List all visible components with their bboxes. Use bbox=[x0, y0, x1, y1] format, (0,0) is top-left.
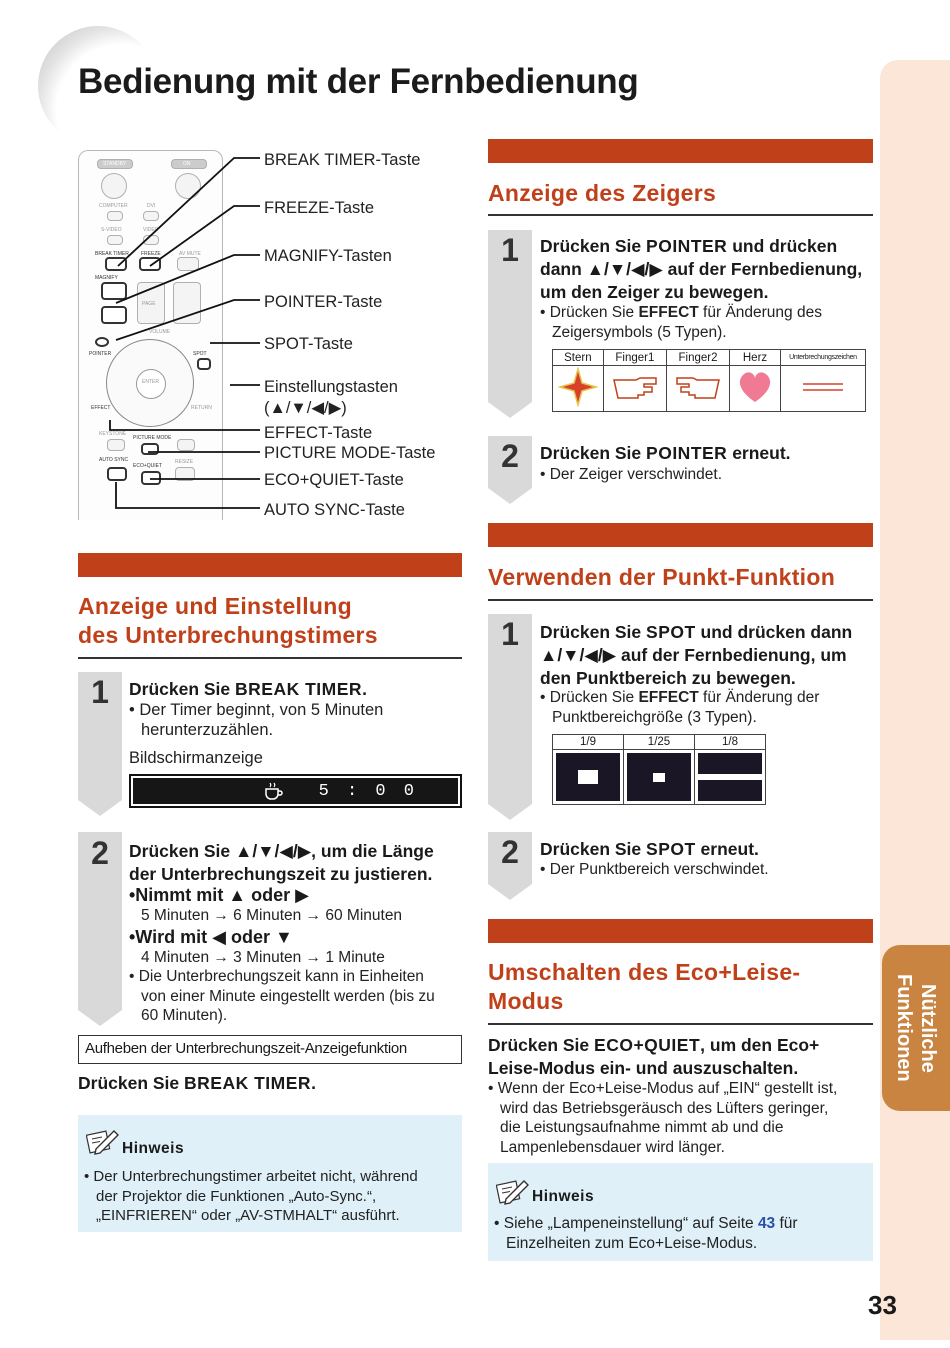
pointer-section-bar bbox=[488, 139, 873, 163]
pointer-types-table bbox=[552, 349, 866, 412]
break-timer-heading-line2: des Unterbrechungstimers bbox=[78, 622, 378, 648]
callout-picture-mode: PICTURE MODE-Taste bbox=[264, 444, 436, 462]
spot-heading-rule bbox=[488, 599, 873, 601]
callout-break-timer: BREAK TIMER-Taste bbox=[264, 151, 421, 169]
spot-1-25-preview bbox=[627, 753, 691, 801]
step-2-option-decrease-desc: 4 Minuten → 3 Minuten → 1 Minute bbox=[141, 949, 385, 966]
step-2-option-decrease: •Wird mit ◀ oder ▼ bbox=[129, 927, 293, 947]
timer-display-screen bbox=[133, 778, 458, 804]
pointer-step-2-arrow bbox=[488, 488, 532, 504]
pointer-type-break-cell bbox=[780, 366, 865, 412]
timer-display-value: 5 : 0 0 bbox=[318, 781, 418, 801]
spot-step-1-bullet: • Drücken Sie EFFECT für Änderung der Punktbereichgröße (3 Typen). bbox=[540, 689, 820, 726]
pointer-type-finger1-header: Finger1 bbox=[603, 350, 666, 366]
cancel-function-box: Aufheben der Unterbrechungszeit-Anzeigefunktion bbox=[78, 1035, 462, 1064]
remote-return-label: RETURN bbox=[191, 405, 212, 411]
eco-instruction: Drücken Sie ECO+QUIET, um den Eco+ Leise-Modus ein- und auszuschalten. bbox=[488, 1035, 820, 1078]
spot-step-1-number: 1 bbox=[501, 616, 519, 652]
pointer-step-1-arrow bbox=[488, 402, 532, 418]
spot-size-1-8-header: 1/8 bbox=[695, 735, 766, 750]
break-timer-heading-line1: Anzeige und Einstellung bbox=[78, 593, 352, 619]
remote-standby-label: STANDBY bbox=[103, 161, 127, 167]
remote-magnify-label: MAGNIFY bbox=[95, 275, 118, 281]
spot-step-1-arrow bbox=[488, 804, 532, 820]
pointer-step-1-number: 1 bbox=[501, 232, 519, 268]
remote-enter-label: ENTER bbox=[142, 379, 159, 385]
callout-magnify: MAGNIFY-Tasten bbox=[264, 247, 392, 265]
spot-step-2-bullet: • Der Punktbereich verschwindet. bbox=[540, 861, 769, 878]
remote-freeze-label: FREEZE bbox=[141, 251, 161, 257]
eco-heading-line2: Modus bbox=[488, 988, 564, 1014]
leader-break-timer bbox=[118, 158, 260, 266]
remote-resize-label: RESIZE bbox=[175, 459, 194, 465]
leader-effect bbox=[110, 420, 260, 430]
break-timer-heading-rule bbox=[78, 657, 462, 659]
spot-size-1-9-header: 1/9 bbox=[553, 735, 624, 750]
cancel-instruction: Drücken Sie BREAK TIMER. bbox=[78, 1073, 316, 1093]
callout-pointer: POINTER-Taste bbox=[264, 293, 383, 311]
pointer-step-2-instruction: Drücken Sie POINTER erneut. bbox=[540, 443, 791, 463]
callout-eco-quiet: ECO+QUIET-Taste bbox=[264, 471, 404, 489]
remote-eco-quiet-label: ECO+QUIET bbox=[133, 463, 163, 469]
eco-section-bar bbox=[488, 919, 873, 943]
side-tab-strip bbox=[880, 60, 950, 1340]
spot-size-1-8-cell bbox=[695, 750, 766, 805]
finger1-pointer-icon bbox=[610, 374, 660, 400]
step-2-number: 2 bbox=[91, 835, 109, 871]
callout-effect: EFFECT-Taste bbox=[264, 424, 373, 442]
spot-heading: Verwenden der Punkt-Funktion bbox=[488, 564, 836, 590]
pointer-type-finger2-cell bbox=[666, 366, 729, 412]
display-label: Bildschirmanzeige bbox=[129, 749, 263, 767]
pencil-note-icon bbox=[496, 1177, 530, 1207]
leader-pointer bbox=[116, 300, 260, 340]
finger2-pointer-icon bbox=[673, 374, 723, 400]
pointer-heading: Anzeige des Zeigers bbox=[488, 180, 717, 206]
step-2-arrow bbox=[78, 1010, 122, 1026]
spot-size-1-9-cell bbox=[553, 750, 624, 805]
spot-size-1-25-cell bbox=[624, 750, 695, 805]
side-tab-label[interactable]: Nützliche Funktionen bbox=[893, 974, 939, 1082]
remote-dvi-label: DVI bbox=[147, 203, 156, 209]
leader-freeze bbox=[150, 206, 260, 266]
timer-display bbox=[129, 774, 462, 808]
step-2-option-increase: •Nimmt mit ▲ oder ▶ bbox=[129, 885, 309, 905]
break-timer-heading bbox=[78, 592, 378, 650]
eco-hint-title: Hinweis bbox=[532, 1188, 595, 1205]
remote-spot-label: SPOT bbox=[193, 351, 207, 357]
pointer-step-1-instruction: Drücken Sie POINTER und drücken dann ▲/▼/◀/▶ auf der Fernbedienung, um den Zeiger zu bewegen. bbox=[540, 236, 863, 302]
remote-av-mute-label: AV MUTE bbox=[179, 251, 201, 257]
pointer-type-finger2-header: Finger2 bbox=[666, 350, 729, 366]
pointer-type-heart-header: Herz bbox=[730, 350, 781, 366]
spot-section-bar bbox=[488, 523, 873, 547]
callout-auto-sync: AUTO SYNC-Taste bbox=[264, 501, 405, 519]
eco-bullet: • Wenn der Eco+Leise-Modus auf „EIN“ gestellt ist, wird das Betriebsgeräusch des Lüfters geringer, die Leistungsaufnahme nimmt ab und die Lampenlebensdauer wird länger. bbox=[488, 1080, 838, 1156]
eco-heading-rule bbox=[488, 1023, 873, 1025]
pointer-type-finger1-cell bbox=[603, 366, 666, 412]
step-2-note: • Die Unterbrechungszeit kann in Einheiten von einer Minute eingestellt werden (bis zu 60 Minuten). bbox=[129, 968, 435, 1024]
eco-hint-box bbox=[488, 1163, 873, 1261]
spot-size-1-25-header: 1/25 bbox=[624, 735, 695, 750]
remote-break-timer-label: BREAK TIMER bbox=[95, 251, 129, 257]
star-pointer-icon bbox=[558, 367, 598, 407]
remote-effect-label: EFFECT bbox=[91, 405, 111, 411]
pointer-heading-rule bbox=[488, 214, 873, 216]
pointer-type-star-header: Stern bbox=[553, 350, 604, 366]
break-timer-hint-box bbox=[78, 1115, 462, 1232]
callout-adjust: Einstellungstasten bbox=[264, 378, 398, 396]
pointer-step-2-number: 2 bbox=[501, 438, 519, 474]
remote-video-label: VIDEO bbox=[143, 227, 159, 233]
callout-freeze: FREEZE-Taste bbox=[264, 199, 375, 217]
pointer-type-break-header: Unterbrechungszeichen bbox=[780, 350, 865, 366]
pencil-note-icon bbox=[86, 1127, 120, 1157]
callout-adjust-arrows: (▲/▼/◀/▶) bbox=[264, 399, 347, 417]
spot-step-2-arrow bbox=[488, 884, 532, 900]
break-line-pointer-icon bbox=[801, 381, 845, 393]
spot-step-2-instruction: Drücken Sie SPOT erneut. bbox=[540, 839, 759, 859]
spot-1-9-preview bbox=[556, 753, 620, 801]
step-1-arrow bbox=[78, 800, 122, 816]
page-number: 33 bbox=[868, 1290, 897, 1320]
spot-step-2-number: 2 bbox=[501, 834, 519, 870]
remote-page-label: PAGE bbox=[142, 301, 156, 307]
coffee-cup-icon bbox=[263, 781, 285, 801]
spot-1-8-preview bbox=[698, 753, 762, 801]
eco-heading-line1: Umschalten des Eco+Leise- bbox=[488, 959, 801, 985]
step-2-option-increase-desc: 5 Minuten → 6 Minuten → 60 Minuten bbox=[141, 907, 403, 924]
remote-volume-label: VOLUME bbox=[149, 329, 171, 335]
heart-pointer-icon bbox=[735, 369, 775, 405]
remote-svideo-label: S-VIDEO bbox=[101, 227, 122, 233]
step-2-instruction: Drücken Sie ▲/▼/◀/▶, um die Länge der Unterbrechungszeit zu justieren. bbox=[129, 841, 434, 884]
pointer-type-heart-cell bbox=[730, 366, 781, 412]
pointer-step-2-bullet: • Der Zeiger verschwindet. bbox=[540, 466, 723, 483]
step-1-bullet: • Der Timer beginnt, von 5 Minuten herunterzuzählen. bbox=[129, 701, 384, 739]
break-timer-hint-title: Hinweis bbox=[122, 1140, 185, 1157]
remote-auto-sync-label: AUTO SYNC bbox=[99, 457, 129, 463]
page-43-link[interactable]: 43 bbox=[757, 1215, 776, 1232]
step-1-instruction: Drücken Sie BREAK TIMER. bbox=[129, 679, 367, 699]
eco-hint-text: • Siehe „Lampeneinstellung“ auf Seite 43 für Einzelheiten zum Eco+Leise-Modus. bbox=[494, 1215, 798, 1252]
remote-keystone-label: KEYSTONE bbox=[99, 431, 127, 437]
callout-spot: SPOT-Taste bbox=[264, 335, 353, 353]
break-timer-hint-text: • Der Unterbrechungstimer arbeitet nicht, während der Projektor die Funktionen „Auto-Sync.“, „EINFRIEREN“ oder „AV-STMHALT“ ausführt. bbox=[84, 1168, 418, 1224]
pointer-type-star-cell bbox=[553, 366, 604, 412]
remote-computer-label: COMPUTER bbox=[99, 203, 128, 209]
leader-auto-sync bbox=[116, 482, 260, 508]
eco-heading bbox=[488, 958, 800, 1016]
leader-magnify bbox=[116, 255, 260, 303]
remote-picture-mode-label: PICTURE MODE bbox=[133, 435, 172, 441]
spot-step-1-instruction: Drücken Sie SPOT und drücken dann ▲/▼/◀/▶ auf der Fernbedienung, um den Punktbereich zu bewegen. bbox=[540, 622, 853, 688]
page-title: Bedienung mit der Fernbedienung bbox=[78, 62, 639, 101]
pointer-step-1-bullet: • Drücken Sie EFFECT für Änderung des Zeigersymbols (5 Typen). bbox=[540, 304, 822, 341]
remote-on-label: ON bbox=[183, 161, 191, 167]
spot-sizes-table bbox=[552, 734, 766, 805]
break-timer-section-bar bbox=[78, 553, 462, 577]
step-1-number: 1 bbox=[91, 674, 109, 710]
remote-pointer-label: POINTER bbox=[89, 351, 112, 357]
